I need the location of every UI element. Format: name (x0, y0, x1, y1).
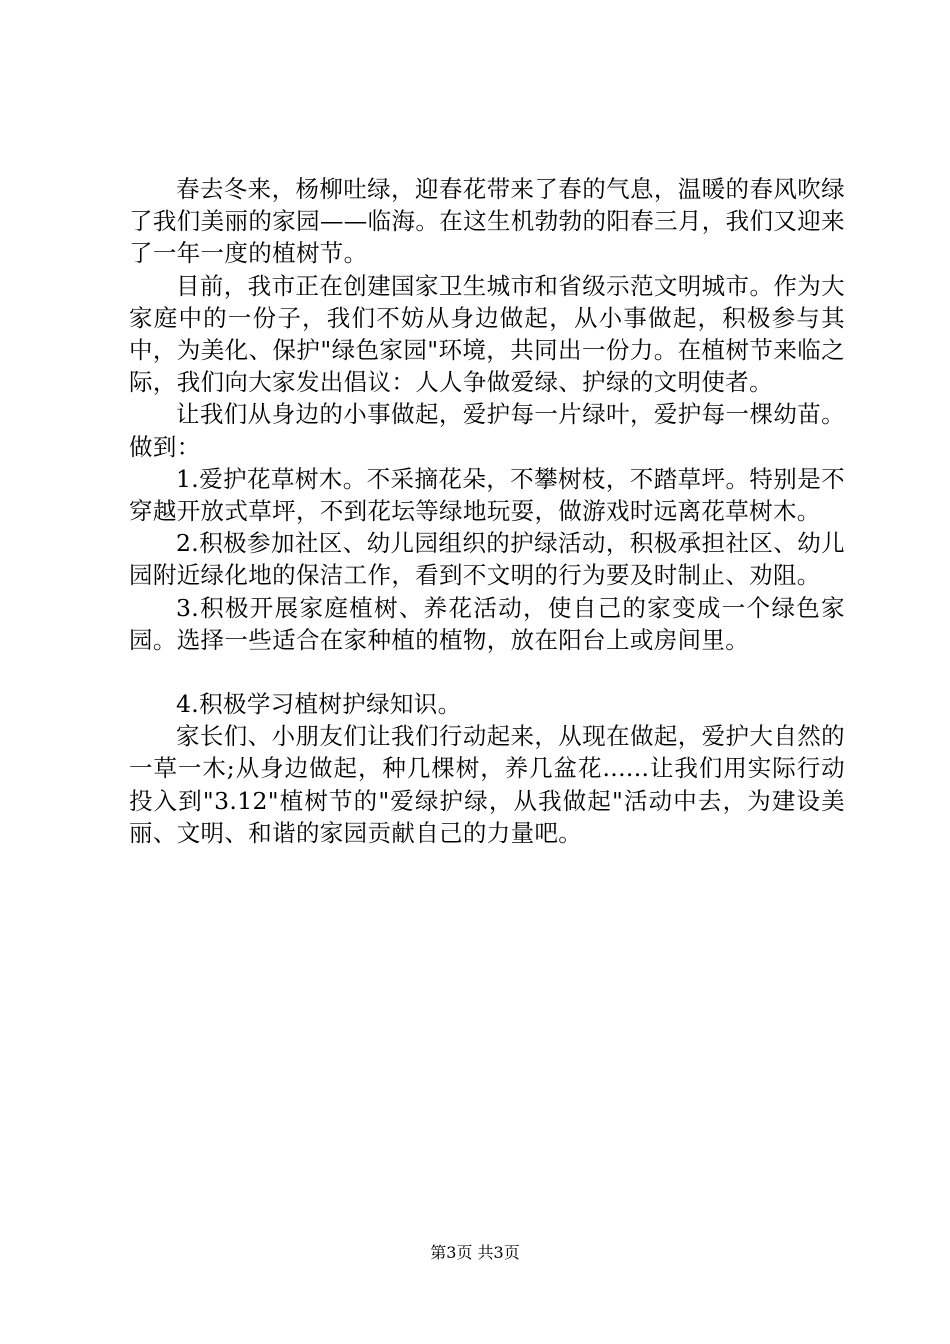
paragraph-context: 目前，我市正在创建国家卫生城市和省级示范文明城市。作为大家庭中的一份子，我们不妨从身边做起，从小事做起，积极参与其中，为美化、保护"绿色家园"环境，共同出一份力。在植树节来临之际，我们向大家发出倡议：人人争做爱绿、护绿的文明使者。 (129, 271, 845, 397)
list-item-4: 4.积极学习植树护绿知识。 (176, 690, 462, 719)
paragraph-call: 让我们从身边的小事做起，爱护每一片绿叶，爱护每一棵幼苗。做到： (129, 400, 845, 461)
paragraph-intro: 春去冬来，杨柳吐绿，迎春花带来了春的气息，温暖的春风吹绿了我们美丽的家园——临海。在这生机勃勃的阳春三月，我们又迎来了一年一度的植树节。 (129, 175, 845, 268)
list-item-1: 1.爱护花草树木。不采摘花朵，不攀树枝，不踏草坪。特别是不穿越开放式草坪，不到花坛等绿地玩耍，做游戏时远离花草树木。 (129, 464, 845, 526)
document-body (129, 173, 845, 849)
page-footer: 第3页 共3页 (430, 1243, 520, 1262)
list-item-2: 2.积极参加社区、幼儿园组织的护绿活动，积极承担社区、幼儿园附近绿化地的保洁工作，看到不文明的行为要及时制止、劝阻。 (129, 529, 845, 590)
list-item-3: 3.积极开展家庭植树、养花活动，使自己的家变成一个绿色家园。选择一些适合在家种植的植物，放在阳台上或房间里。 (129, 593, 845, 654)
paragraph-closing: 家长们、小朋友们让我们行动起来，从现在做起，爱护大自然的一草一木;从身边做起，种几棵树，养几盆花......让我们用实际行动投入到"3.12"植树节的"爱绿护绿，从我做起"活动中去，为建设美丽、文明、和谐的家园贡献自己的力量吧。 (129, 722, 845, 847)
